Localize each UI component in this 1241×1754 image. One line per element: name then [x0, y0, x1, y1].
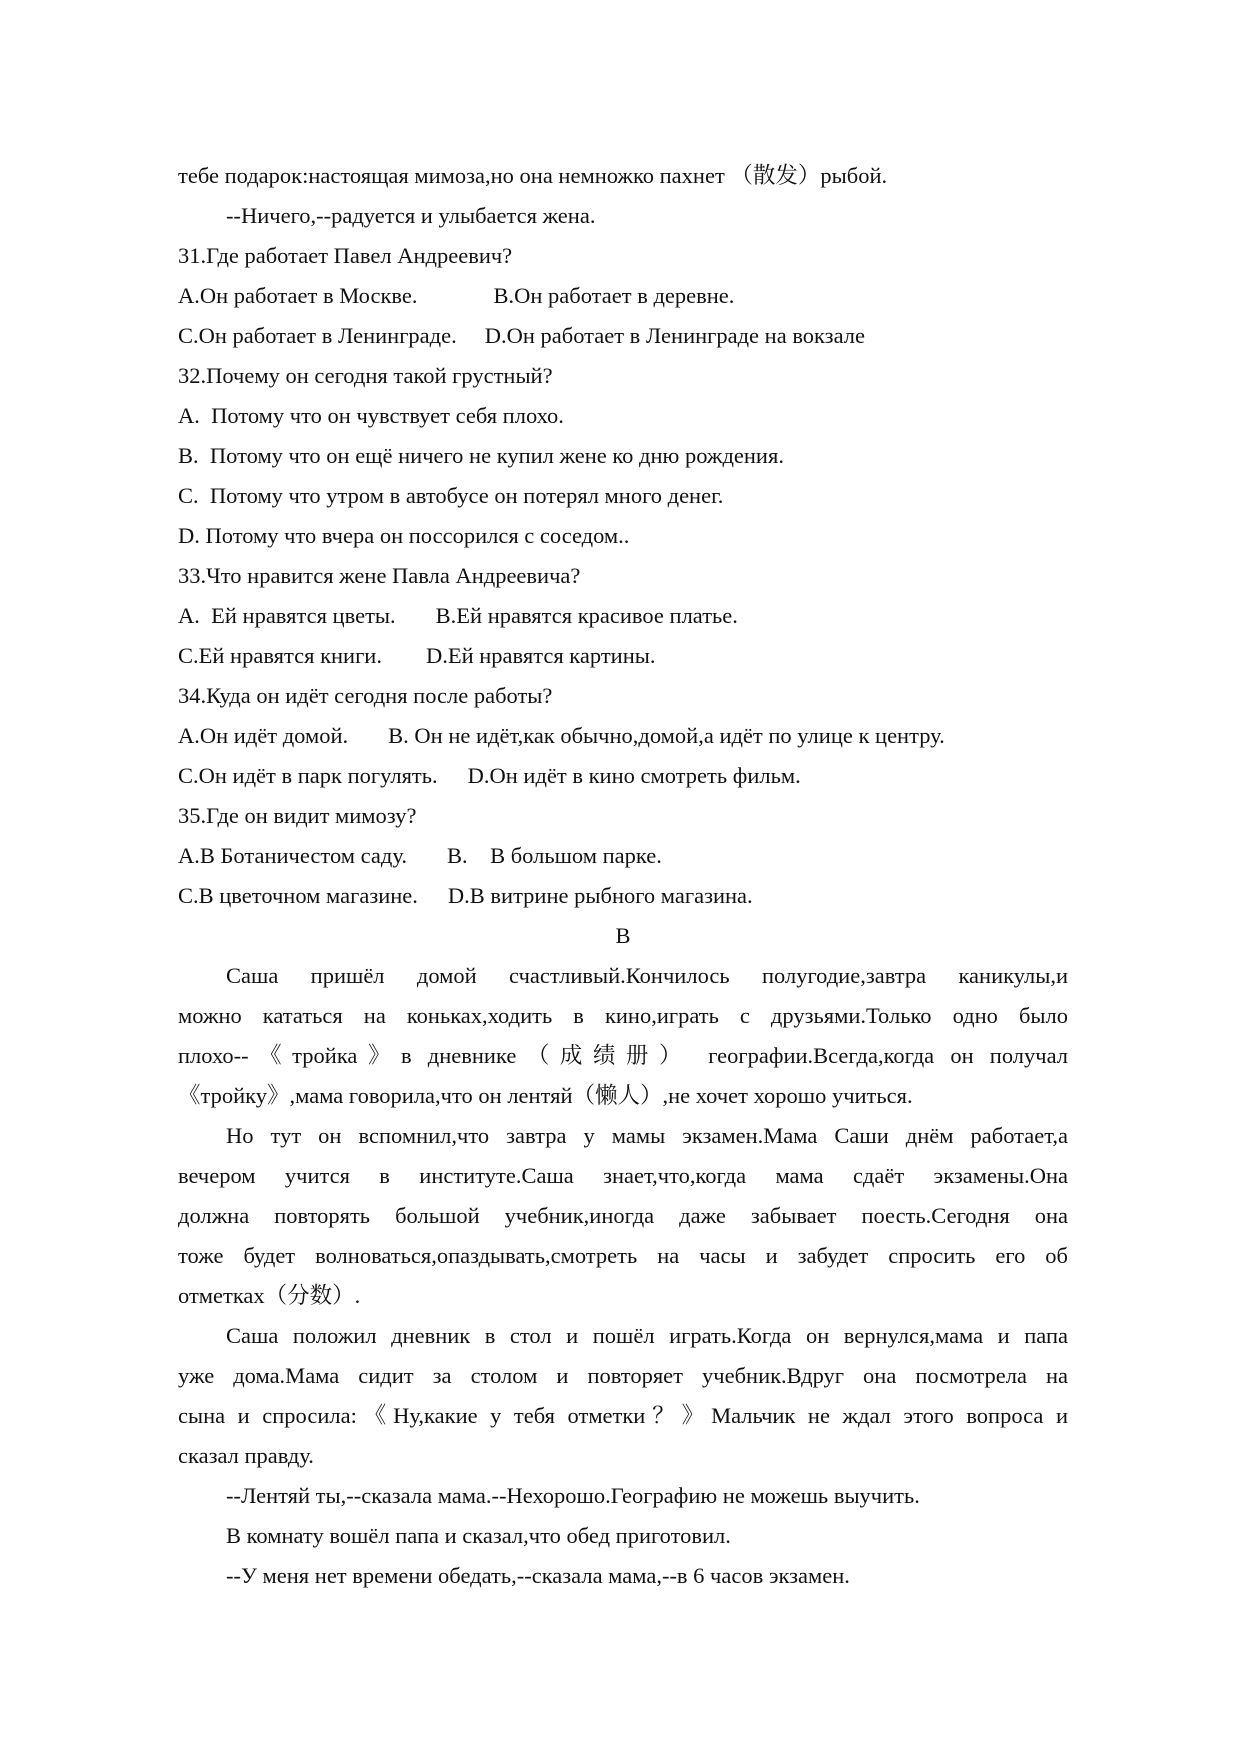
option-c: C.Он работает в Ленинграде. [178, 323, 457, 348]
question-31: 31.Где работает Павел Андреевич? [178, 243, 513, 268]
question-35: 35.Где он видит мимозу? [178, 803, 417, 828]
option-c: C. Потому что утром в автобусе он потерял много денег. [178, 483, 724, 508]
option-d: D.Ей нравятся картины. [425, 643, 656, 668]
option-c: C.В цветочном магазине. [178, 883, 418, 908]
options-row [178, 276, 1068, 316]
option-d: D.Он работает в Ленинграде на вокзале [484, 323, 865, 348]
option-b: B. Потому что он ещё ничего не купил жене ко дню рождения. [178, 443, 784, 468]
question-34: 34.Куда он идёт сегодня после работы? [178, 683, 553, 708]
options-row [178, 596, 1068, 636]
question-33: 33.Что нравится жене Павла Андреевича? [178, 563, 581, 588]
option-b: B.Он работает в деревне. [493, 283, 735, 308]
dialogue-line: --Лентяй ты,--сказала мама.--Нехорошо.Географию не можешь выучить. [226, 1483, 920, 1508]
option-d: D.В витрине рыбного магазина. [447, 883, 753, 908]
options-row [178, 636, 1068, 676]
dialogue-line: --У меня нет времени обедать,--сказала мама,--в 6 часов экзамен. [226, 1563, 850, 1588]
option-b: B. Он не идёт,как обычно,домой,а идёт по улице к центру. [388, 723, 945, 748]
paragraph-2-line: должна повторять большой учебник,иногда даже забывает поесть.Сегодня она [178, 1203, 1068, 1228]
section-heading: B [615, 923, 631, 948]
paragraph-2-line: тоже будет волноваться,опаздывать,смотреть на часы и забудет спросить его об [178, 1243, 1068, 1268]
paragraph-1-line: Саша пришёл домой счастливый.Кончилось полугодие,завтра каникулы,и [226, 963, 1068, 988]
option-a: A.В Ботаничестом саду. [178, 843, 407, 868]
options-row [178, 836, 1068, 876]
options-row [178, 316, 1068, 356]
option-a: A. Потому что он чувствует себя плохо. [178, 403, 564, 428]
option-a: A. Ей нравятся цветы. [178, 603, 396, 628]
option-b: B.Ей нравятся красивое платье. [435, 603, 738, 628]
text-line: --Ничего,--радуется и улыбается жена. [226, 203, 596, 228]
paragraph-1-line: можно кататься на коньках,ходить в кино,играть с друзьями.Только одно было [178, 1003, 1068, 1028]
option-c: C.Он идёт в парк погулять. [178, 763, 438, 788]
paragraph-2-line: вечером учится в институте.Саша знает,что,когда мама сдаёт экзамены.Она [178, 1163, 1068, 1188]
paragraph-line: В комнату вошёл папа и сказал,что обед приготовил. [226, 1523, 731, 1548]
text-line: тебе подарок:настоящая мимоза,но она немножко пахнет （散发）рыбой. [178, 163, 888, 188]
paragraph-1-line: плохо--《тройка》в дневнике（成绩册） географии.Всегда,когда он получал [178, 1043, 1068, 1068]
paragraph-2-line: Но тут он вспомнил,что завтра у мамы экзамен.Мама Саши днём работает,а [226, 1123, 1068, 1148]
option-c: C.Ей нравятся книги. [178, 643, 382, 668]
option-d: D.Он идёт в кино смотреть фильм. [467, 763, 801, 788]
paragraph-3-line: уже дома.Мама сидит за столом и повторяет учебник.Вдруг она посмотрела на [178, 1363, 1068, 1388]
paragraph-2-line: отметках（分数）. [178, 1283, 361, 1308]
options-row [178, 716, 1068, 756]
options-row [178, 756, 1068, 796]
option-a: A.Он идёт домой. [178, 723, 349, 748]
options-row [178, 876, 1068, 916]
paragraph-3-line: сына и спросила:《Ну,какие у тебя отметки？》Мальчик не ждал этого вопроса и [178, 1403, 1068, 1428]
option-d: D. Потому что вчера он поссорился с соседом.. [178, 523, 630, 548]
question-32: 32.Почему он сегодня такой грустный? [178, 363, 553, 388]
document-page [178, 156, 1068, 1596]
paragraph-3-line: сказал правду. [178, 1443, 314, 1468]
paragraph-3-line: Саша положил дневник в стол и пошёл играть.Когда он вернулся,мама и папа [226, 1323, 1068, 1348]
paragraph-1-line: 《тройку》,мама говорила,что он лентяй（懒人）,не хочет хорошо учиться. [178, 1083, 913, 1108]
option-b: B. В большом парке. [446, 843, 662, 868]
option-a: A.Он работает в Москве. [178, 283, 418, 308]
